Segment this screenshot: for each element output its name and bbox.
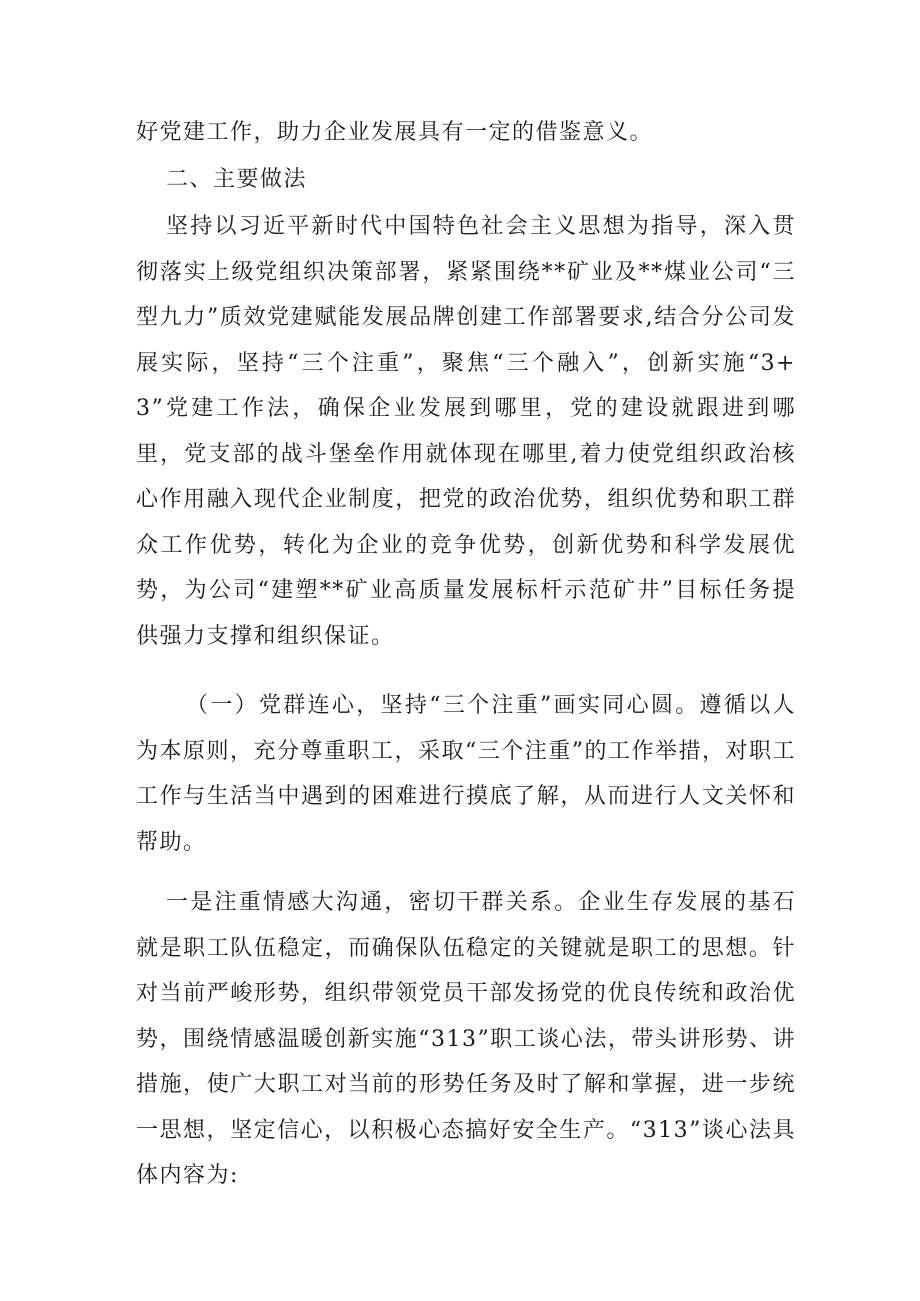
section-heading: 二、主要做法 xyxy=(166,167,308,192)
point-one-paragraph: 一是注重情感大沟通，密切干群关系。企业生存发展的基石就是职工队伍稳定，而确保队伍稳定的关键就是职工的思想。针对当前严峻形势，组织带领党员干部发扬党的优良传统和政治优势，围绕情感温暖创新实施“313”职工谈心法，带头讲形势、讲措施，使广大职工对当前的形势任务及时了解和掌握，进一步统一思想，坚定信心，以积极心态搞好安全生产。“313”谈心法具体内容为: xyxy=(136,890,796,1188)
subsection-one-paragraph: （一）党群连心，坚持“三个注重”画实同心圆。遵循以人为本原则，充分尊重职工，采取“三个注重”的工作举措，对职工工作与生活当中遇到的困难进行摸底了解，从而进行人文关怀和帮助。 xyxy=(136,693,796,855)
intro-paragraph: 坚持以习近平新时代中国特色社会主义思想为指导，深入贯彻落实上级党组织决策部署，紧紧围绕**矿业及**煤业公司“三型九力”质效党建赋能发展品牌创建工作部署要求,结合分公司发展实际，坚持“三个注重”，聚焦“三个融入”，创新实施“3+3”党建工作法，确保企业发展到哪里，党的建设就跟进到哪里，党支部的战斗堡垒作用就体现在哪里,着力使党组织政治核心作用融入现代企业制度，把党的政治优势，组织优势和职工群众工作优势，转化为企业的竞争优势，创新优势和科学发展优势，为公司“建塑**矿业高质量发展标杆示范矿井”目标任务提供强力支撑和组织保证。 xyxy=(136,214,796,649)
continuation-paragraph: 好党建工作，助力企业发展具有一定的借鉴意义。 xyxy=(136,120,654,145)
